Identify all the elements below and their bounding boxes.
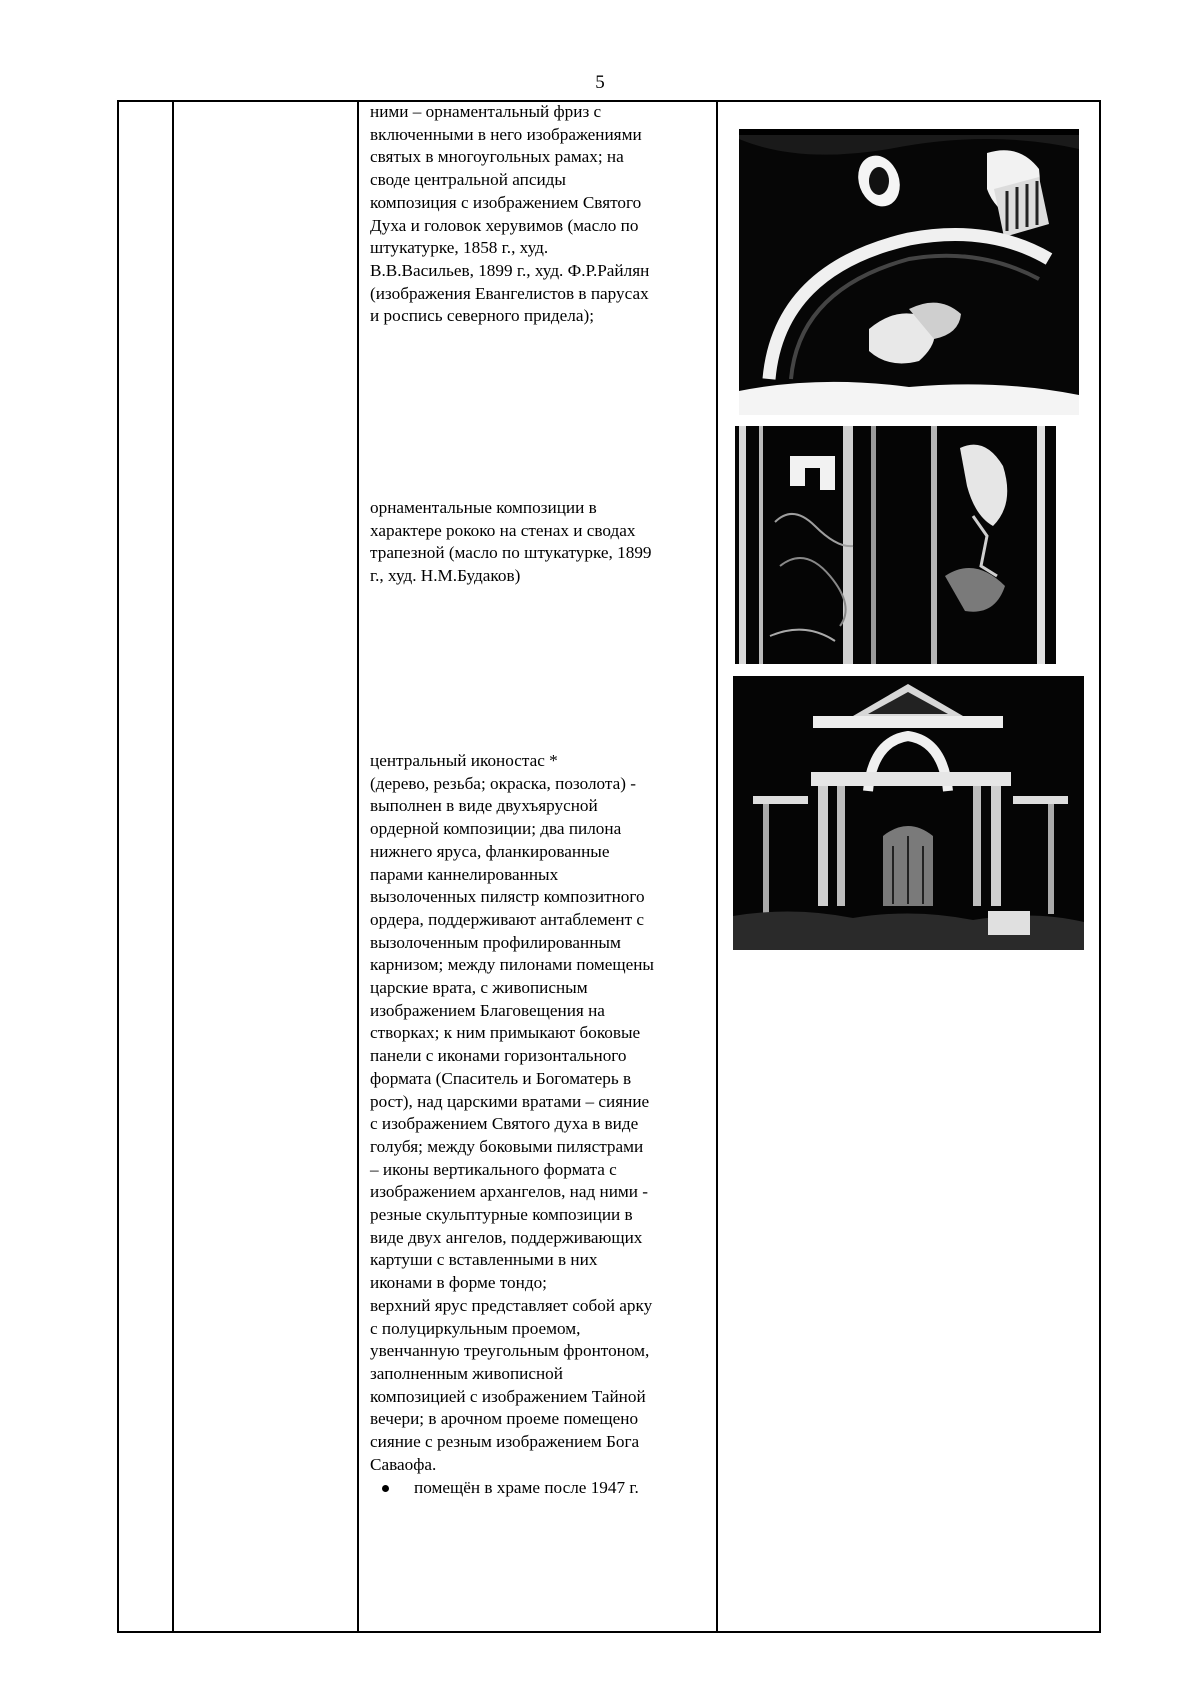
text-line: верхний ярус представляет собой арку: [370, 1295, 653, 1315]
text-line: нижнего яруса, фланкированные: [370, 841, 610, 861]
column-divider-1: [172, 100, 174, 1633]
text-line: характере рококо на стенах и сводах: [370, 520, 636, 540]
text-line: (дерево, резьба; окраска, позолота) -: [370, 773, 637, 793]
text-line: композиция с изображением Святого: [370, 192, 642, 212]
text-line: включенными в него изображениями: [370, 124, 642, 144]
text-line: центральный иконостас *: [370, 751, 558, 770]
text-line: увенчанную треугольным фронтоном,: [370, 1341, 650, 1361]
text-line: изображением архангелов, над ними -: [370, 1182, 649, 1202]
text-line: трапезной (масло по штукатурке, 1899: [370, 543, 652, 563]
text-line: композицией с изображением Тайной: [370, 1386, 646, 1406]
bullet-item: [370, 1477, 710, 1500]
text-line: В.В.Васильев, 1899 г., худ. Ф.Р.Райлян: [370, 260, 650, 280]
text-line: Саваофа.: [370, 1454, 437, 1474]
page-number: 5: [595, 72, 605, 93]
text-line: панели с иконами горизонтального: [370, 1046, 627, 1066]
text-line: с полуциркульным проемом,: [370, 1318, 581, 1338]
text-line: орнаментальные композиции в: [370, 498, 597, 517]
column-divider-3: [716, 100, 718, 1633]
text-line: карнизом; между пилонами помещены: [370, 955, 654, 975]
photo-apse-vault: [739, 129, 1079, 415]
text-line: (изображения Евангелистов в парусах: [370, 283, 649, 303]
text-line: штукатурке, 1858 г., худ.: [370, 238, 549, 258]
text-line: выполнен в виде двухъярусной: [370, 796, 598, 816]
column-divider-2: [357, 100, 359, 1633]
text-line: сияние с резным изображением Бога: [370, 1432, 640, 1452]
text-line: – иконы вертикального формата с: [370, 1159, 617, 1179]
text-line: заполненным живописной: [370, 1363, 563, 1383]
text-line: своде центральной апсиды: [370, 170, 566, 190]
text-line: ними – орнаментальный фриз с: [370, 102, 602, 121]
text-line: иконами в форме тондо;: [370, 1273, 547, 1293]
text-line: формата (Спаситель и Богоматерь в: [370, 1068, 632, 1088]
photo-iconostasis: [733, 676, 1084, 950]
text-line: ордерной композиции; два пилона: [370, 819, 622, 839]
description-paintings: [370, 101, 710, 328]
description-iconostasis: [370, 750, 710, 1499]
text-line: виде двух ангелов, поддерживающих: [370, 1227, 643, 1247]
text-line: голубя; между боковыми пилястрами: [370, 1136, 644, 1156]
text-line: створках; к ним примыкают боковые: [370, 1023, 641, 1043]
text-line: царские врата, с живописным: [370, 978, 588, 998]
bullet-icon: [382, 1485, 389, 1492]
text-line: изображением Благовещения на: [370, 1000, 605, 1020]
text-line: рост), над царскими вратами – сияние: [370, 1091, 650, 1111]
text-line: картуши с вставленными в них: [370, 1250, 598, 1270]
photo-refectory-ornament: [735, 426, 1056, 664]
text-line: святых в многоугольных рамах; на: [370, 147, 624, 167]
text-line: вызолоченным профилированным: [370, 932, 621, 952]
text-line: ордера, поддерживают антаблемент с: [370, 909, 645, 929]
text-line: Духа и головок херувимов (масло по: [370, 215, 639, 235]
text-line: г., худ. Н.М.Будаков): [370, 566, 521, 586]
description-ornaments: [370, 497, 710, 588]
bullet-text: помещён в храме после 1947 г.: [414, 1477, 639, 1497]
text-line: и роспись северного придела);: [370, 306, 594, 326]
text-line: вызолоченных пилястр композитного: [370, 887, 645, 907]
text-line: с изображением Святого духа в виде: [370, 1114, 639, 1134]
text-line: парами каннелированных: [370, 864, 559, 884]
text-line: вечери; в арочном проеме помещено: [370, 1409, 639, 1429]
text-line: резные скульптурные композиции в: [370, 1205, 633, 1225]
